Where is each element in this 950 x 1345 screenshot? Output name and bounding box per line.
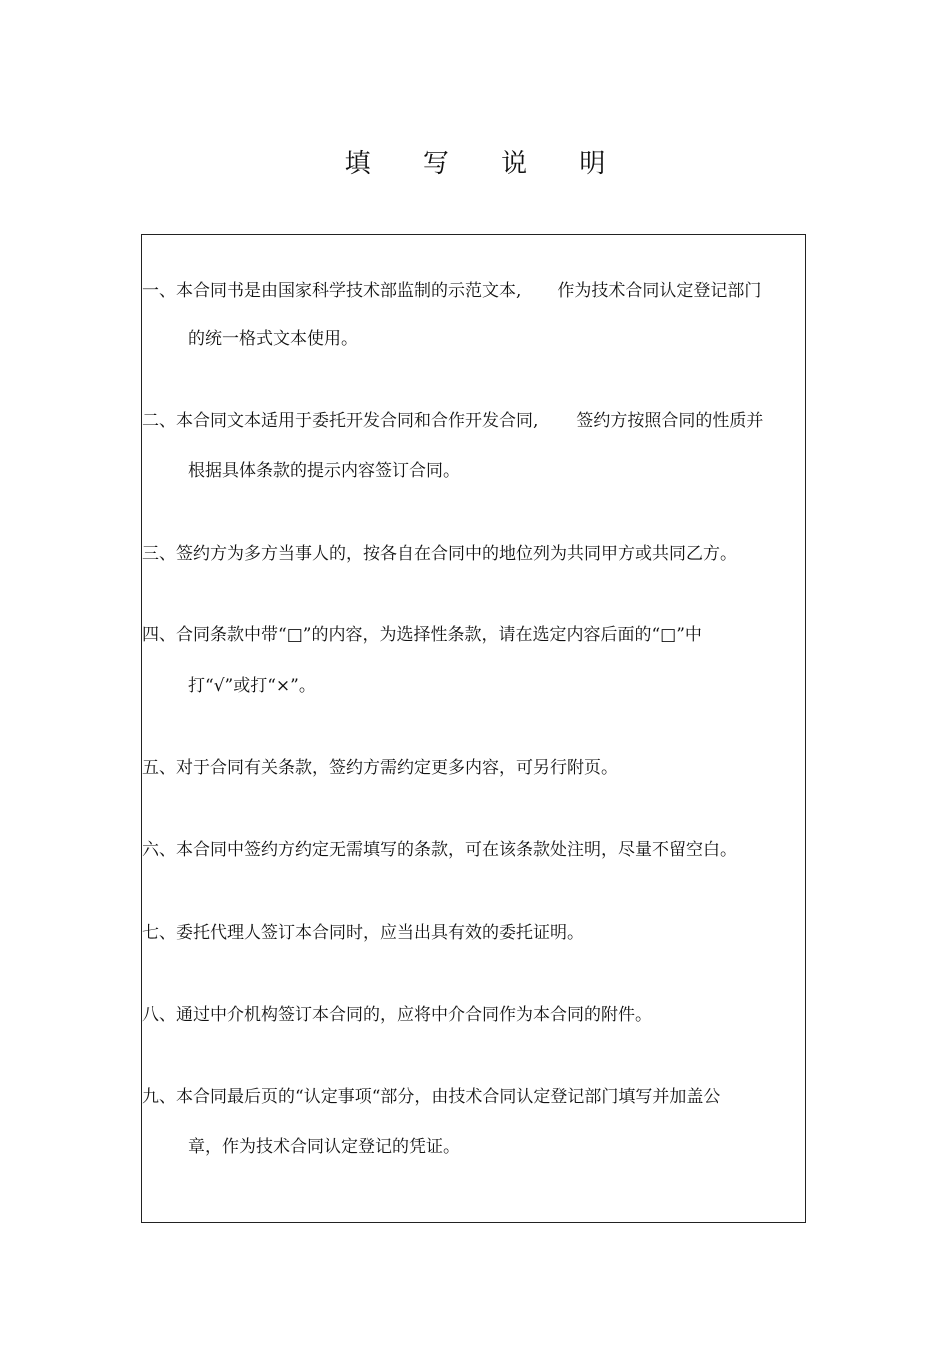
instructions-box xyxy=(141,234,806,1223)
item-1-text-b: 作为技术合同认定登记部门 xyxy=(557,281,762,301)
item-8-line-1 xyxy=(142,1003,652,1027)
item-2-text-cont: 根据具体条款的提示内容签订合同。 xyxy=(188,461,460,481)
item-4-text-cont: 打“√”或打“×”。 xyxy=(188,676,316,696)
item-4-line-1 xyxy=(142,623,702,647)
item-7-line-1 xyxy=(142,921,584,945)
item-2-line-1 xyxy=(142,409,763,433)
item-8-text: 八、通过中介机构签订本合同的，应将中介合同作为本合同的附件。 xyxy=(142,1005,652,1025)
item-2-text-b: 签约方按照合同的性质并 xyxy=(576,411,764,431)
item-9-text-cont: 章，作为技术合同认定登记的凭证。 xyxy=(188,1137,460,1157)
item-6-text: 六、本合同中签约方约定无需填写的条款，可在该条款处注明，尽量不留空白。 xyxy=(142,840,737,860)
item-1-line-1 xyxy=(142,279,761,303)
item-1-text-cont: 的统一格式文本使用。 xyxy=(188,329,358,349)
item-9-line-2 xyxy=(188,1135,460,1159)
item-1-line-2 xyxy=(188,327,358,351)
item-9-line-1 xyxy=(142,1085,720,1109)
item-7-text: 七、委托代理人签订本合同时，应当出具有效的委托证明。 xyxy=(142,923,584,943)
item-2-text-a: 二、本合同文本适用于委托开发合同和合作开发合同, xyxy=(142,411,539,431)
item-5-line-1 xyxy=(142,756,618,780)
item-4-text-a: 四、合同条款中带“□”的内容，为选择性条款，请在选定内容后面的“□”中 xyxy=(142,625,702,645)
item-5-text: 五、对于合同有关条款，签约方需约定更多内容，可另行附页。 xyxy=(142,758,618,778)
item-3-text: 三、签约方为多方当事人的，按各自在合同中的地位列为共同甲方或共同乙方。 xyxy=(142,544,737,564)
item-9-text-a: 九、本合同最后页的“认定事项“部分，由技术合同认定登记部门填写并加盖公 xyxy=(142,1087,721,1107)
item-6-line-1 xyxy=(142,838,737,862)
item-4-line-2 xyxy=(188,674,316,698)
item-3-line-1 xyxy=(142,542,737,566)
item-1-text-a: 一、本合同书是由国家科学技术部监制的示范文本, xyxy=(142,281,522,301)
page-title: 填 写 说 明 xyxy=(344,149,628,179)
item-2-line-2 xyxy=(188,459,460,483)
